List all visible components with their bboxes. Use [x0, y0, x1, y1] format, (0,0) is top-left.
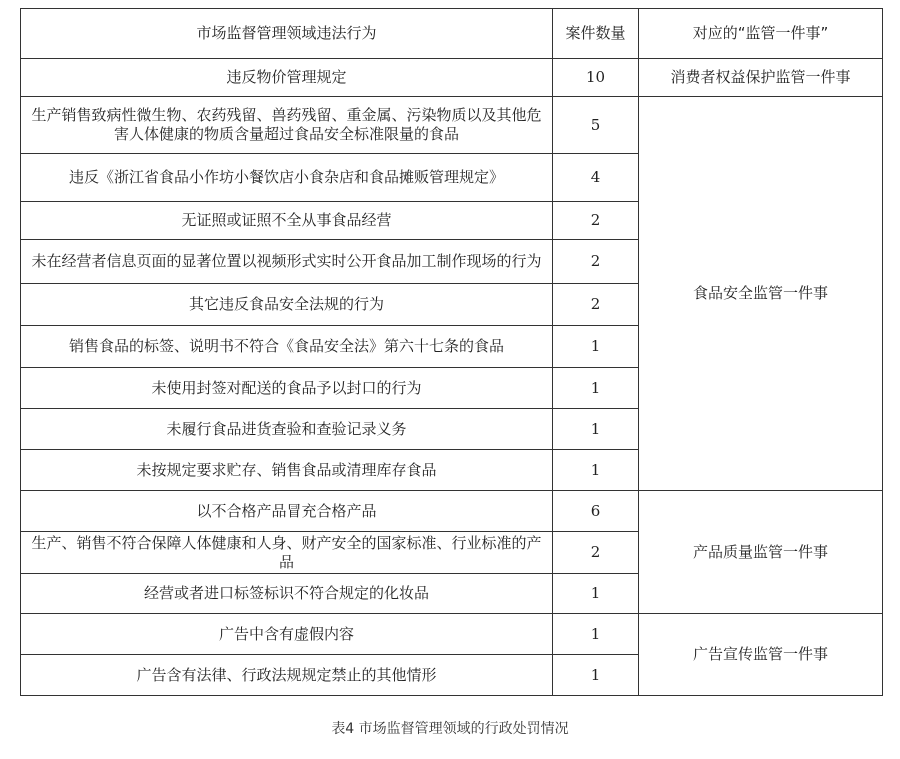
count-cell: 2 — [553, 240, 639, 284]
count-cell: 1 — [553, 326, 639, 368]
count-cell: 1 — [553, 614, 639, 655]
behavior-cell: 未使用封签对配送的食品予以封口的行为 — [21, 368, 553, 409]
header-category: 对应的“监管一件事” — [639, 9, 883, 59]
behavior-cell: 生产、销售不符合保障人体健康和人身、财产安全的国家标准、行业标准的产品 — [21, 532, 553, 574]
behavior-cell: 无证照或证照不全从事食品经营 — [21, 202, 553, 240]
behavior-cell: 其它违反食品安全法规的行为 — [21, 284, 553, 326]
table-row — [21, 59, 883, 97]
category-cell: 产品质量监管一件事 — [639, 491, 883, 614]
behavior-cell: 未履行食品进货查验和查验记录义务 — [21, 409, 553, 450]
table-caption: 表4 市场监督管理领域的行政处罚情况 — [331, 721, 569, 737]
header-behavior: 市场监督管理领域违法行为 — [21, 9, 553, 59]
penalty-table — [20, 8, 883, 696]
count-cell: 10 — [553, 59, 639, 97]
table-row — [21, 97, 883, 154]
behavior-cell: 违反《浙江省食品小作坊小餐饮店小食杂店和食品摊贩管理规定》 — [21, 154, 553, 202]
table-header-row — [21, 9, 883, 59]
count-cell: 1 — [553, 574, 639, 614]
count-cell: 1 — [553, 450, 639, 491]
behavior-cell: 销售食品的标签、说明书不符合《食品安全法》第六十七条的食品 — [21, 326, 553, 368]
behavior-cell: 未按规定要求贮存、销售食品或清理库存食品 — [21, 450, 553, 491]
category-cell: 食品安全监管一件事 — [639, 97, 883, 491]
behavior-cell: 未在经营者信息页面的显著位置以视频形式实时公开食品加工制作现场的行为 — [21, 240, 553, 284]
behavior-cell: 广告中含有虚假内容 — [21, 614, 553, 655]
behavior-cell: 经营或者进口标签标识不符合规定的化妆品 — [21, 574, 553, 614]
count-cell: 2 — [553, 284, 639, 326]
behavior-cell: 以不合格产品冒充合格产品 — [21, 491, 553, 532]
table-row — [21, 491, 883, 532]
count-cell: 5 — [553, 97, 639, 154]
count-cell: 4 — [553, 154, 639, 202]
table-row — [21, 614, 883, 655]
header-count: 案件数量 — [553, 9, 639, 59]
category-cell: 消费者权益保护监管一件事 — [639, 59, 883, 97]
count-cell: 2 — [553, 202, 639, 240]
category-cell: 广告宣传监管一件事 — [639, 614, 883, 696]
behavior-cell: 违反物价管理规定 — [21, 59, 553, 97]
count-cell: 6 — [553, 491, 639, 532]
behavior-cell: 生产销售致病性微生物、农药残留、兽药残留、重金属、污染物质以及其他危害人体健康的物质含量超过食品安全标准限量的食品 — [21, 97, 553, 154]
count-cell: 1 — [553, 409, 639, 450]
count-cell: 2 — [553, 532, 639, 574]
count-cell: 1 — [553, 368, 639, 409]
behavior-cell: 广告含有法律、行政法规规定禁止的其他情形 — [21, 655, 553, 696]
count-cell: 1 — [553, 655, 639, 696]
